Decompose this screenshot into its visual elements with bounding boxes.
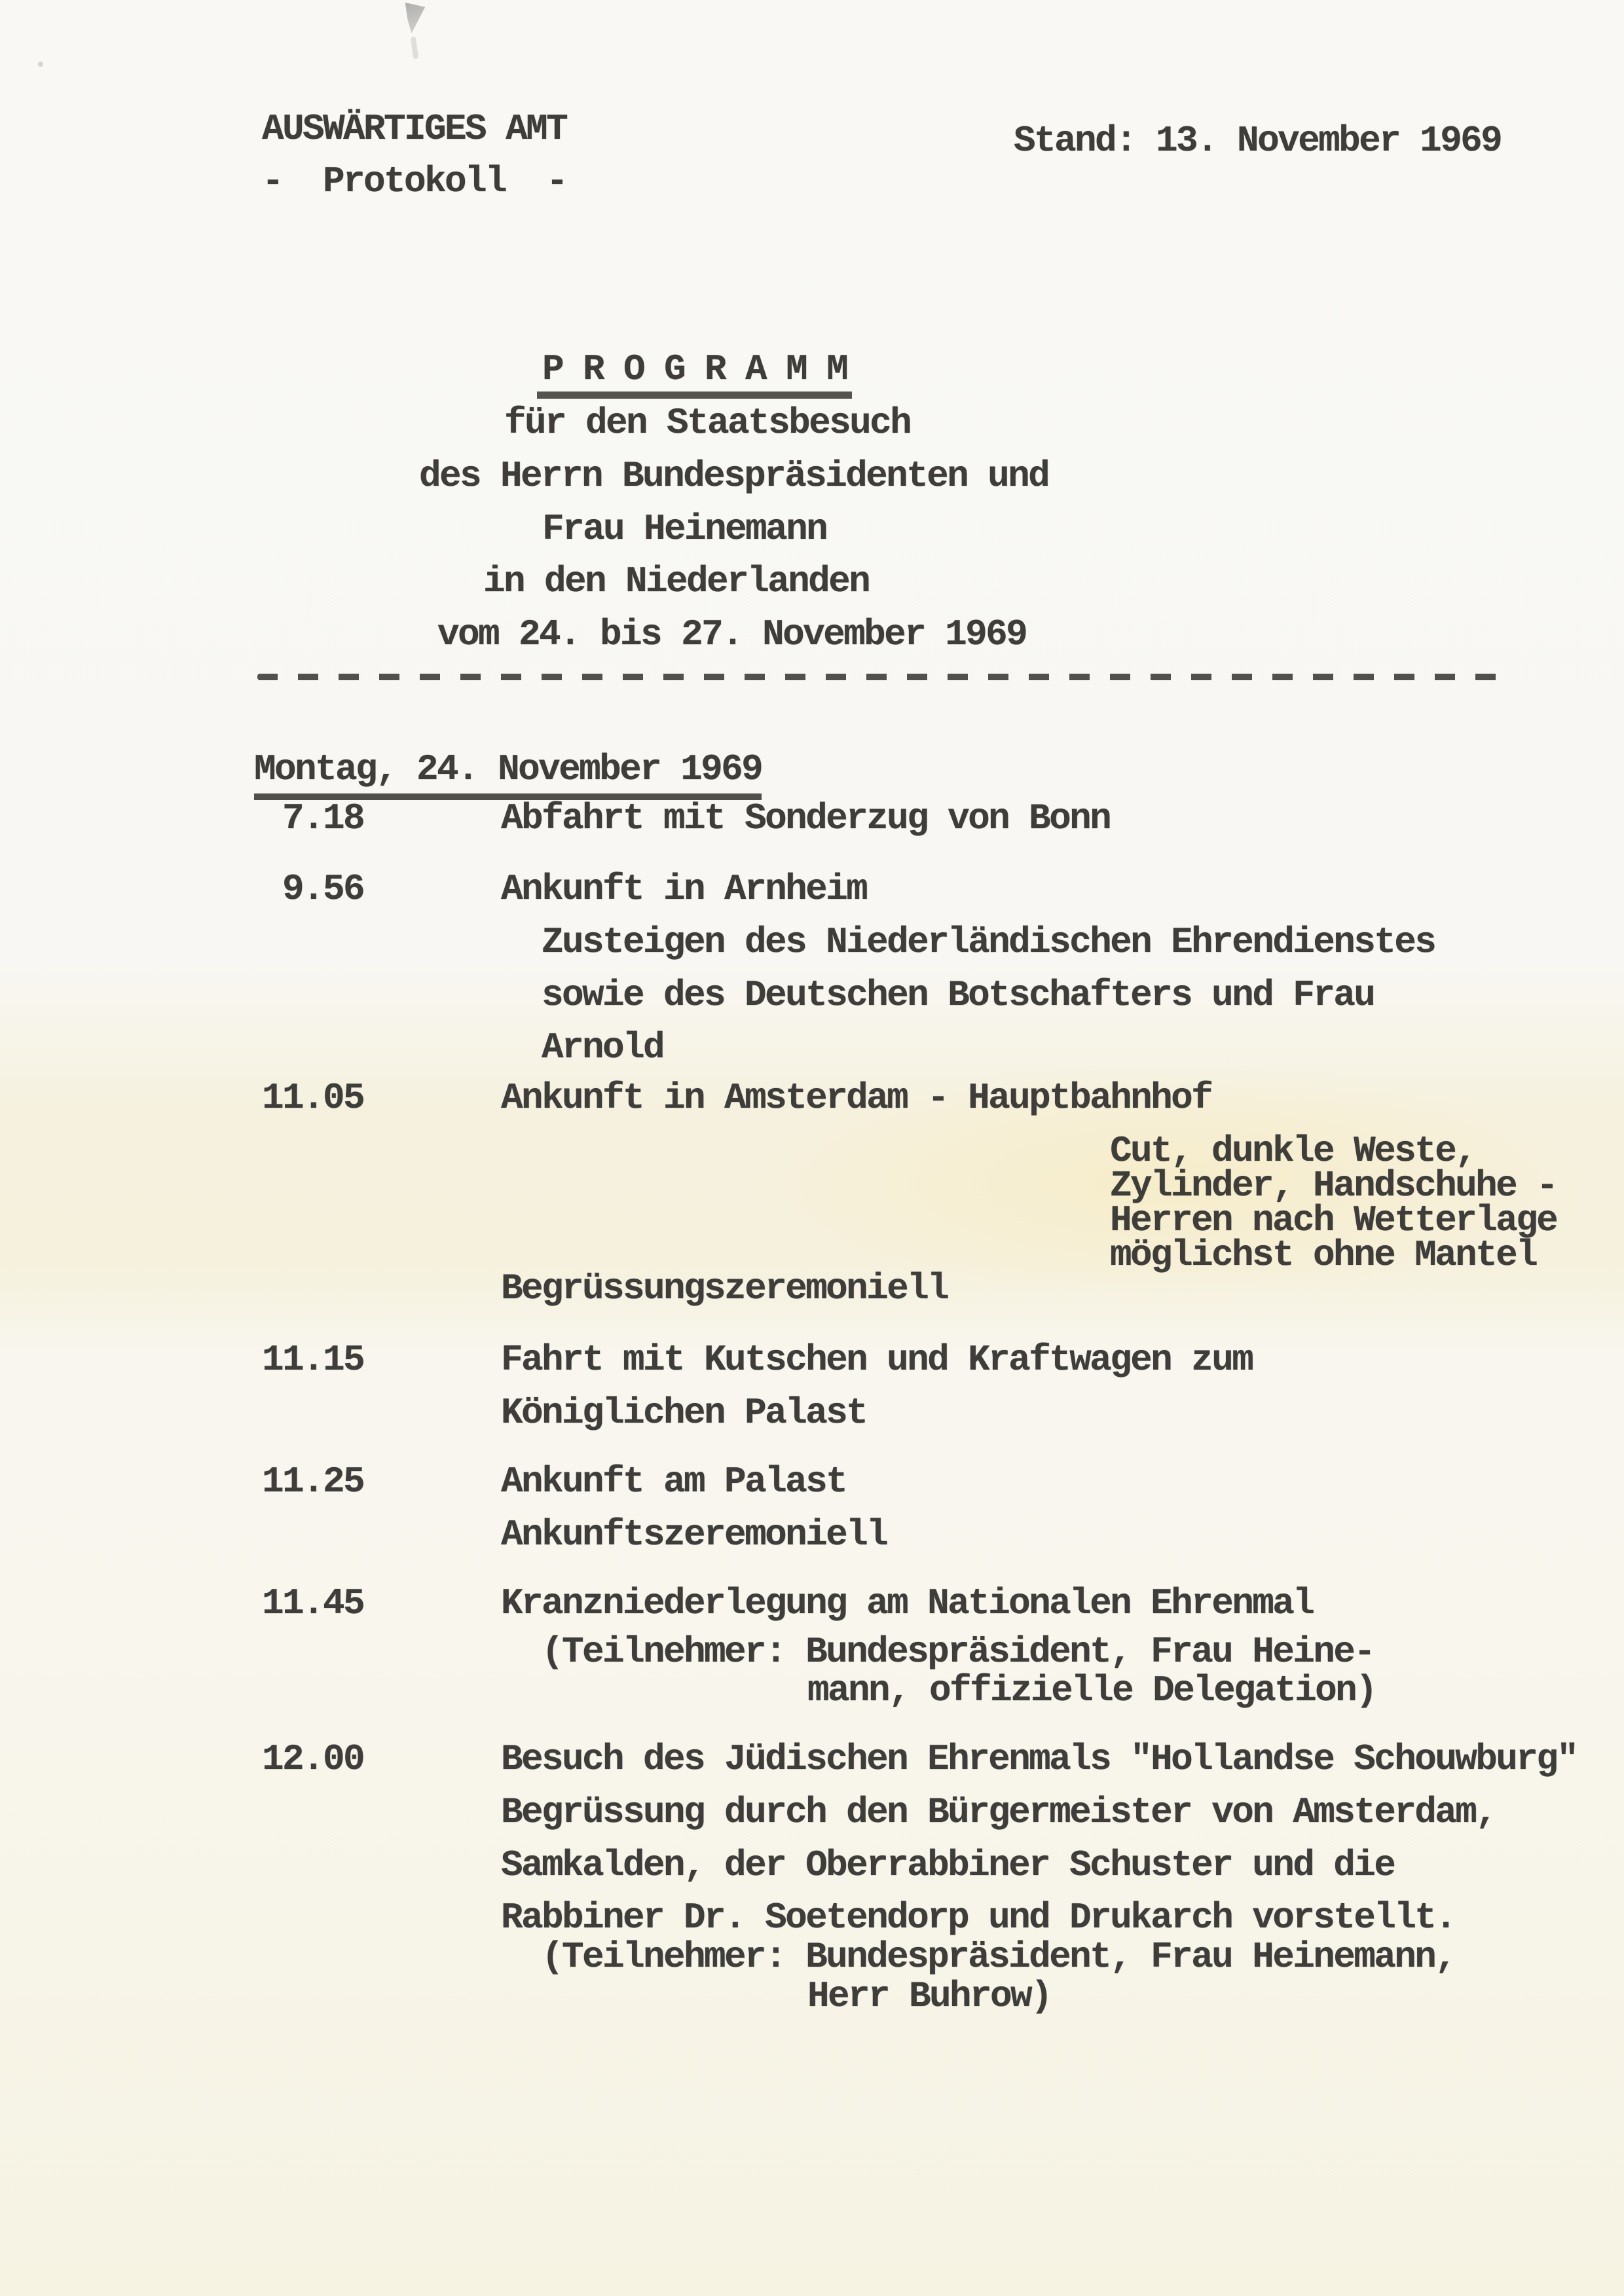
schedule-time: 9.56 (282, 868, 363, 910)
schedule-text: Ankunft in Amsterdam - Hauptbahnhof (501, 1077, 1212, 1119)
schedule-text: Fahrt mit Kutschen und Kraftwagen zum (501, 1339, 1253, 1381)
scan-artifact-speck (38, 62, 43, 67)
dashed-divider (257, 674, 1511, 680)
participants-line: (Teilnehmer: Bundespräsident, Frau Heine- (542, 1631, 1375, 1673)
title-line-2: des Herrn Bundespräsidenten und (419, 455, 1049, 497)
schedule-time: 11.05 (261, 1077, 363, 1119)
schedule-paragraph-line: Samkalden, der Oberrabbiner Schuster und die (501, 1844, 1395, 1886)
agency-name: AUSWÄRTIGES AMT (262, 108, 567, 150)
day-heading (254, 748, 762, 800)
schedule-text: Begrüssungszeremoniell (501, 1267, 948, 1309)
dress-code-note-line: Cut, dunkle Weste, (1110, 1130, 1476, 1172)
department-label: - Protokoll - (262, 160, 567, 202)
dress-code-note-line: Zylinder, Handschuhe - (1110, 1165, 1557, 1207)
title-line-4: in den Niederlanden (483, 560, 870, 602)
schedule-text: Abfahrt mit Sonderzug von Bonn (501, 797, 1111, 839)
dress-code-note-line: möglichst ohne Mantel (1110, 1234, 1537, 1276)
title-line-1: für den Staatsbesuch (504, 402, 911, 444)
dress-code-note-line: Herren nach Wetterlage (1110, 1199, 1557, 1241)
day-heading-text: Montag, 24. November 1969 (254, 751, 762, 800)
schedule-detail: Arnold (542, 1027, 664, 1068)
schedule-detail: Zusteigen des Niederländischen Ehrendienstes (542, 921, 1435, 963)
schedule-text: Ankunft am Palast (501, 1461, 847, 1503)
participants-line: Herr Buhrow) (807, 1975, 1052, 2017)
schedule-text: Besuch des Jüdischen Ehrenmals "Hollandse Schouwburg" (501, 1738, 1578, 1780)
schedule-time: 11.45 (261, 1582, 363, 1624)
participants-line: mann, offizielle Delegation) (807, 1669, 1376, 1711)
schedule-text: Ankunft in Arnheim (501, 868, 867, 910)
schedule-time: 11.15 (261, 1339, 363, 1381)
program-title (542, 348, 852, 399)
scan-artifact-wedge (403, 3, 425, 34)
schedule-detail: sowie des Deutschen Botschafters und Frau (542, 974, 1375, 1016)
title-line-3: Frau Heinemann (542, 508, 827, 550)
schedule-time: 11.25 (261, 1461, 363, 1503)
schedule-text: Königlichen Palast (501, 1392, 867, 1434)
status-date: Stand: 13. November 1969 (1014, 120, 1502, 162)
schedule-time: 7.18 (282, 797, 363, 839)
schedule-text: Ankunftszeremoniell (501, 1514, 887, 1556)
schedule-time: 12.00 (261, 1738, 363, 1780)
scan-artifact-tail (411, 37, 419, 60)
title-line-5: vom 24. bis 27. November 1969 (437, 613, 1027, 655)
schedule-paragraph-line: Rabbiner Dr. Soetendorp und Drukarch vorstellt. (501, 1897, 1456, 1939)
program-title-text: P R O G R A M M (537, 351, 852, 399)
schedule-paragraph-line: Begrüssung durch den Bürgermeister von Amsterdam, (501, 1791, 1496, 1833)
participants-line: (Teilnehmer: Bundespräsident, Frau Heinemann, (542, 1936, 1456, 1978)
schedule-text: Kranzniederlegung am Nationalen Ehrenmal (501, 1582, 1314, 1624)
